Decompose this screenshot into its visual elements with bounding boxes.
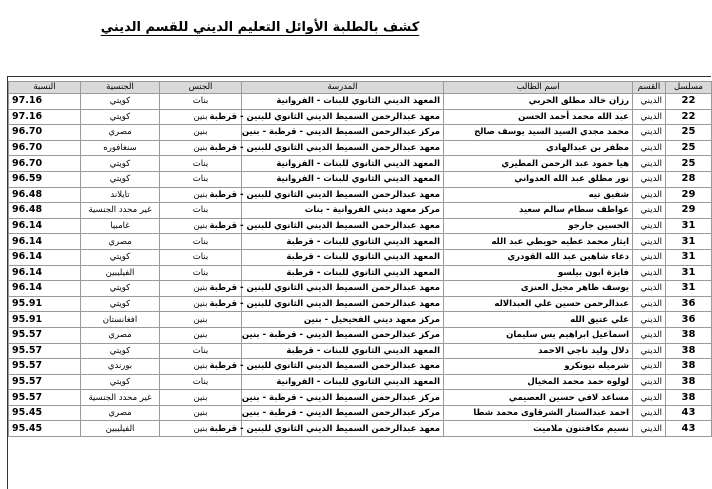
cell-gender: بنات	[160, 234, 242, 250]
cell-serial: 25	[666, 156, 712, 172]
table-row	[9, 343, 712, 359]
cell-nationality: الفيليبين	[81, 265, 160, 281]
cell-student-name: عواطف سطام سالم سعيد	[444, 203, 633, 219]
cell-dept: الديني	[633, 203, 666, 219]
cell-school: المعهد الديني الثانوي للبنات - الفروانية	[242, 171, 444, 187]
cell-serial: 38	[666, 374, 712, 390]
page-title: كشف بالطلبة الأوائل التعليم الديني للقسم الديني	[100, 20, 420, 35]
table-row	[9, 203, 712, 219]
cell-school: معهد عبدالرحمن السميط الديني الثانوي للبنين - قرطبة	[242, 187, 444, 203]
cell-student-name: هيا حمود عبد الرحمن المطيري	[444, 156, 633, 172]
cell-serial: 31	[666, 249, 712, 265]
cell-school: مركز عبدالرحمن السميط الديني - قرطبة - بنين	[242, 125, 444, 141]
cell-student-name: دعاء شاهين عبد الله القودري	[444, 249, 633, 265]
cell-school: المعهد الديني الثانوي للبنات - الفروانية	[242, 94, 444, 110]
cell-school: معهد عبدالرحمن السميط الديني الثانوي للبنين - قرطبة	[242, 109, 444, 125]
cell-dept: الديني	[633, 359, 666, 375]
cell-percent: 95.57	[9, 359, 81, 375]
cell-serial: 31	[666, 234, 712, 250]
cell-school: المعهد الديني الثانوي للبنات - قرطبة	[242, 265, 444, 281]
cell-dept: الديني	[633, 421, 666, 437]
cell-school: معهد عبدالرحمن السميط الديني الثانوي للبنين - قرطبة	[242, 140, 444, 156]
cell-student-name: اسماعيل ابراهيم يس سليمان	[444, 327, 633, 343]
table-header-row	[9, 82, 712, 94]
cell-nationality: افغانستان	[81, 312, 160, 328]
cell-serial: 22	[666, 109, 712, 125]
cell-gender: بنين	[160, 390, 242, 406]
cell-student-name: نور مطلق عبد الله العدواني	[444, 171, 633, 187]
cell-dept: الديني	[633, 281, 666, 297]
cell-dept: الديني	[633, 94, 666, 110]
cell-school: مركز معهد ديني الفروانية - بنات	[242, 203, 444, 219]
cell-nationality: مصري	[81, 125, 160, 141]
cell-school: المعهد الديني الثانوي للبنات - الفروانية	[242, 374, 444, 390]
cell-school: معهد عبدالرحمن السميط الديني الثانوي للبنين - قرطبة	[242, 359, 444, 375]
cell-gender: بنات	[160, 171, 242, 187]
table-row	[9, 421, 712, 437]
cell-percent: 96.48	[9, 203, 81, 219]
cell-student-name: شرميله نيونكرو	[444, 359, 633, 375]
cell-dept: الديني	[633, 296, 666, 312]
cell-nationality: غير محدد الجنسية	[81, 203, 160, 219]
cell-gender: بنين	[160, 327, 242, 343]
cell-student-name: محمد مجدي السيد السيد يوسف صالح	[444, 125, 633, 141]
cell-school: معهد عبدالرحمن السميط الديني الثانوي للبنين - قرطبة	[242, 421, 444, 437]
cell-nationality: كويتي	[81, 171, 160, 187]
cell-serial: 38	[666, 390, 712, 406]
cell-serial: 29	[666, 203, 712, 219]
cell-serial: 29	[666, 187, 712, 203]
cell-student-name: فايزة ابون بيلسو	[444, 265, 633, 281]
cell-nationality: كويتي	[81, 156, 160, 172]
cell-percent: 95.91	[9, 296, 81, 312]
table-row	[9, 187, 712, 203]
cell-dept: الديني	[633, 156, 666, 172]
cell-gender: بنين	[160, 405, 242, 421]
table-row	[9, 249, 712, 265]
cell-serial: 36	[666, 312, 712, 328]
cell-percent: 96.48	[9, 187, 81, 203]
cell-dept: الديني	[633, 249, 666, 265]
cell-nationality: كويتي	[81, 374, 160, 390]
cell-gender: بنين	[160, 140, 242, 156]
cell-student-name: يوسف ظاهر مجيل العنزى	[444, 281, 633, 297]
cell-school: المعهد الديني الثانوي للبنات - قرطبة	[242, 343, 444, 359]
cell-dept: الديني	[633, 312, 666, 328]
cell-nationality: مصري	[81, 327, 160, 343]
cell-percent: 96.14	[9, 218, 81, 234]
cell-nationality: كويتي	[81, 281, 160, 297]
cell-school: معهد عبدالرحمن السميط الديني الثانوي للبنين - قرطبة	[242, 296, 444, 312]
cell-percent: 96.59	[9, 171, 81, 187]
cell-percent: 96.14	[9, 249, 81, 265]
cell-percent: 96.70	[9, 125, 81, 141]
cell-student-name: عبدالرحمن حسين علي العبدالاله	[444, 296, 633, 312]
cell-dept: الديني	[633, 327, 666, 343]
table-row	[9, 374, 712, 390]
cell-student-name: شفيق تيه	[444, 187, 633, 203]
table-row	[9, 265, 712, 281]
cell-dept: الديني	[633, 171, 666, 187]
cell-gender: بنات	[160, 343, 242, 359]
cell-gender: بنين	[160, 125, 242, 141]
table-row	[9, 109, 712, 125]
cell-serial: 31	[666, 265, 712, 281]
cell-gender: بنين	[160, 296, 242, 312]
cell-student-name: مظفر بن عبدالهادي	[444, 140, 633, 156]
sheet-frame	[7, 76, 711, 489]
cell-dept: الديني	[633, 374, 666, 390]
cell-student-name: ايثار محمد عطيه حويطي عبد الله	[444, 234, 633, 250]
cell-school: معهد عبدالرحمن السميط الديني الثانوي للبنين - قرطبة	[242, 218, 444, 234]
cell-student-name: رزان خالد مطلق الحربي	[444, 94, 633, 110]
cell-student-name: نسيم مكافتنون ملاميت	[444, 421, 633, 437]
cell-school: المعهد الديني الثانوي للبنات - قرطبة	[242, 249, 444, 265]
cell-school: مركز عبدالرحمن السميط الديني - قرطبة - بنين	[242, 405, 444, 421]
cell-student-name: دلال وليد ناجي الاحمد	[444, 343, 633, 359]
cell-school: معهد عبدالرحمن السميط الديني الثانوي للبنين - قرطبة	[242, 281, 444, 297]
cell-gender: بنات	[160, 156, 242, 172]
table-row	[9, 140, 712, 156]
cell-dept: الديني	[633, 405, 666, 421]
cell-percent: 96.70	[9, 140, 81, 156]
cell-dept: الديني	[633, 140, 666, 156]
table-row	[9, 94, 712, 110]
header-name: اسم الطالب	[444, 82, 633, 94]
students-table	[8, 81, 712, 437]
cell-percent: 95.45	[9, 421, 81, 437]
table-row	[9, 171, 712, 187]
table-row	[9, 312, 712, 328]
table-row	[9, 125, 712, 141]
cell-nationality: مصري	[81, 234, 160, 250]
cell-student-name: علي عتيق الله	[444, 312, 633, 328]
cell-gender: بنات	[160, 265, 242, 281]
cell-serial: 38	[666, 327, 712, 343]
table-row	[9, 218, 712, 234]
cell-nationality: كويتي	[81, 343, 160, 359]
table-row	[9, 359, 712, 375]
cell-percent: 95.45	[9, 405, 81, 421]
cell-nationality: بورندي	[81, 359, 160, 375]
cell-gender: بنات	[160, 374, 242, 390]
cell-percent: 97.16	[9, 94, 81, 110]
header-school: المدرسة	[242, 82, 444, 94]
cell-percent: 96.70	[9, 156, 81, 172]
cell-serial: 43	[666, 421, 712, 437]
cell-serial: 38	[666, 359, 712, 375]
cell-gender: بنات	[160, 249, 242, 265]
table-row	[9, 156, 712, 172]
table-row	[9, 234, 712, 250]
cell-serial: 31	[666, 281, 712, 297]
cell-gender: بنين	[160, 109, 242, 125]
cell-school: المعهد الديني الثانوي للبنات - الفروانية	[242, 156, 444, 172]
cell-serial: 25	[666, 125, 712, 141]
cell-percent: 95.57	[9, 374, 81, 390]
cell-student-name: عبد الله محمد أحمد الحسن	[444, 109, 633, 125]
cell-nationality: الفيليبين	[81, 421, 160, 437]
cell-serial: 43	[666, 405, 712, 421]
cell-gender: بنين	[160, 187, 242, 203]
header-serial: مسلسل	[666, 82, 712, 94]
table-row	[9, 296, 712, 312]
cell-student-name: احمد عبدالستار الشرقاوى محمد شطا	[444, 405, 633, 421]
cell-serial: 25	[666, 140, 712, 156]
cell-percent: 95.57	[9, 327, 81, 343]
cell-student-name: مساعد لافي حسين العصيمي	[444, 390, 633, 406]
cell-serial: 28	[666, 171, 712, 187]
table-row	[9, 390, 712, 406]
header-nationality: الجنسية	[81, 82, 160, 94]
cell-school: مركز عبدالرحمن السميط الديني - قرطبة - بنين	[242, 327, 444, 343]
header-percent: النسبة	[9, 82, 81, 94]
cell-dept: الديني	[633, 234, 666, 250]
cell-nationality: كويتي	[81, 249, 160, 265]
cell-school: مركز عبدالرحمن السميط الديني - قرطبة - بنين	[242, 390, 444, 406]
cell-percent: 95.57	[9, 390, 81, 406]
cell-dept: الديني	[633, 343, 666, 359]
cell-school: المعهد الديني الثانوي للبنات - قرطبة	[242, 234, 444, 250]
table-row	[9, 327, 712, 343]
table-row	[9, 405, 712, 421]
table-row	[9, 281, 712, 297]
cell-nationality: غامبيا	[81, 218, 160, 234]
cell-dept: الديني	[633, 265, 666, 281]
cell-nationality: كويتي	[81, 109, 160, 125]
header-dept: القسم	[633, 82, 666, 94]
cell-gender: بنات	[160, 94, 242, 110]
header-gender: الجنس	[160, 82, 242, 94]
cell-dept: الديني	[633, 109, 666, 125]
cell-nationality: تايلاند	[81, 187, 160, 203]
cell-dept: الديني	[633, 125, 666, 141]
cell-dept: الديني	[633, 390, 666, 406]
cell-gender: بنات	[160, 203, 242, 219]
cell-gender: بنين	[160, 421, 242, 437]
cell-serial: 38	[666, 343, 712, 359]
cell-nationality: غير محدد الجنسية	[81, 390, 160, 406]
cell-percent: 95.91	[9, 312, 81, 328]
cell-dept: الديني	[633, 187, 666, 203]
cell-percent: 95.57	[9, 343, 81, 359]
cell-gender: بنين	[160, 359, 242, 375]
cell-student-name: لولوه حمد محمد المخيال	[444, 374, 633, 390]
cell-nationality: كويتي	[81, 94, 160, 110]
cell-nationality: كويتي	[81, 296, 160, 312]
cell-dept: الديني	[633, 218, 666, 234]
cell-gender: بنين	[160, 312, 242, 328]
cell-gender: بنين	[160, 281, 242, 297]
cell-serial: 22	[666, 94, 712, 110]
cell-percent: 96.14	[9, 281, 81, 297]
cell-serial: 31	[666, 218, 712, 234]
cell-nationality: مصري	[81, 405, 160, 421]
cell-student-name: الحسين جارجو	[444, 218, 633, 234]
cell-gender: بنين	[160, 218, 242, 234]
cell-percent: 97.16	[9, 109, 81, 125]
cell-school: مركز معهد ديني الفحيحيل - بنين	[242, 312, 444, 328]
cell-percent: 96.14	[9, 234, 81, 250]
cell-nationality: سنغافوره	[81, 140, 160, 156]
cell-serial: 36	[666, 296, 712, 312]
cell-percent: 96.14	[9, 265, 81, 281]
